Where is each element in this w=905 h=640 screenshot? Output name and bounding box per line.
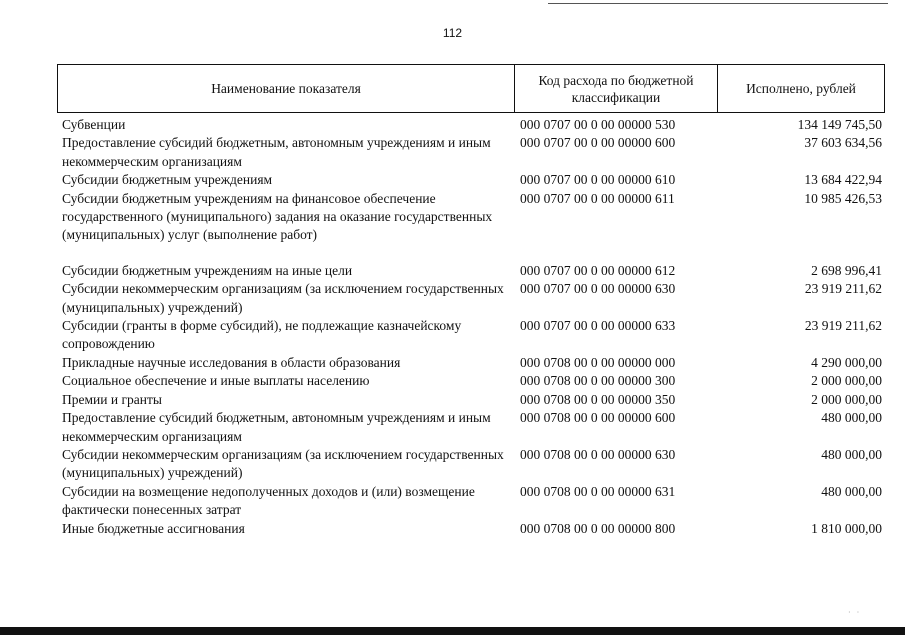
table-row <box>62 116 882 134</box>
table-row <box>62 354 882 372</box>
row-amount: 23 919 211,62 <box>804 318 882 334</box>
table-header <box>57 64 885 113</box>
header-name: Наименование показателя <box>211 81 361 96</box>
row-name: Субсидии некоммерческим организациям (за исключением государственных (муниципальных) учреждений) <box>62 281 504 315</box>
table-row <box>62 317 882 354</box>
row-amount: 134 149 745,50 <box>797 117 882 132</box>
table-row <box>62 409 882 446</box>
row-amount: 2 000 000,00 <box>811 373 882 389</box>
row-name: Субсидии некоммерческим организациям (за исключением государственных (муниципальных) учреждений) <box>62 446 504 481</box>
table-row <box>62 391 882 409</box>
row-amount: 4 290 000,00 <box>811 354 882 370</box>
row-name: Социальное обеспечение и иные выплаты населению <box>62 373 370 389</box>
row-code: 000 0708 00 0 00 00000 000 <box>520 354 676 370</box>
table-row <box>62 446 882 483</box>
row-code: 000 0707 00 0 00 00000 611 <box>520 190 675 206</box>
row-code: 000 0708 00 0 00 00000 600 <box>520 410 676 426</box>
table-row <box>62 134 882 171</box>
row-name: Субсидии бюджетным учреждениям на иные цели <box>62 262 353 278</box>
row-amount: 2 698 996,41 <box>811 262 882 278</box>
row-code: 000 0707 00 0 00 00000 630 <box>520 281 676 297</box>
row-code: 000 0707 00 0 00 00000 610 <box>520 172 676 188</box>
table-row <box>62 520 882 538</box>
row-name: Предоставление субсидий бюджетным, автономным учреждениям и иным некоммерческим организациям <box>62 410 491 444</box>
header-amount: Исполнено, рублей <box>746 81 856 96</box>
row-code: 000 0708 00 0 00 00000 631 <box>520 483 676 499</box>
row-amount: 480 000,00 <box>821 410 882 426</box>
row-amount: 480 000,00 <box>821 446 882 462</box>
row-name: Прикладные научные исследования в области образования <box>62 354 401 370</box>
row-name: Субсидии бюджетным учреждениям на финансовое обеспечение государственного (муниципального) задания на оказание государственных (муниципальных) услуг (выполнение работ) <box>62 190 493 243</box>
table-row <box>62 280 882 317</box>
row-code: 000 0707 00 0 00 00000 600 <box>520 135 676 151</box>
row-name: Субсидии (гранты в форме субсидий), не подлежащие казначейскому сопровождению <box>62 318 462 352</box>
table-row <box>62 483 882 520</box>
table-row <box>62 372 882 390</box>
row-code: 000 0707 00 0 00 00000 530 <box>520 117 676 132</box>
row-code: 000 0707 00 0 00 00000 633 <box>520 318 676 334</box>
row-name: Предоставление субсидий бюджетным, автономным учреждениям и иным некоммерческим организациям <box>62 135 491 169</box>
row-name: Иные бюджетные ассигнования <box>62 520 245 536</box>
scan-edge-bar <box>0 627 905 635</box>
top-rule <box>548 3 888 4</box>
row-code: 000 0708 00 0 00 00000 630 <box>520 446 676 462</box>
row-amount: 37 603 634,56 <box>804 135 882 151</box>
row-name: Субсидии на возмещение недополученных доходов и (или) возмещение фактически понесенных затрат <box>62 483 475 518</box>
table-row <box>62 171 882 189</box>
row-amount: 23 919 211,62 <box>804 281 882 297</box>
row-name: Субсидии бюджетным учреждениям <box>62 172 273 188</box>
row-code: 000 0708 00 0 00 00000 300 <box>520 373 676 389</box>
row-code: 000 0707 00 0 00 00000 612 <box>520 262 676 278</box>
row-code: 000 0708 00 0 00 00000 350 <box>520 391 676 407</box>
scan-specks: · · <box>848 608 862 617</box>
row-amount: 13 684 422,94 <box>804 172 882 188</box>
table-row <box>62 262 882 280</box>
row-code: 000 0708 00 0 00 00000 800 <box>520 520 676 536</box>
header-code: Код расхода по бюджетной классификации <box>514 65 718 112</box>
table-row <box>62 190 882 245</box>
row-amount: 10 985 426,53 <box>804 190 882 206</box>
row-amount: 2 000 000,00 <box>811 391 882 407</box>
table-body <box>62 116 882 538</box>
row-amount: 480 000,00 <box>821 483 882 499</box>
page-number: 112 <box>442 26 463 40</box>
row-name: Премии и гранты <box>62 391 162 407</box>
row-name: Субвенции <box>62 117 126 132</box>
row-amount: 1 810 000,00 <box>811 520 882 536</box>
